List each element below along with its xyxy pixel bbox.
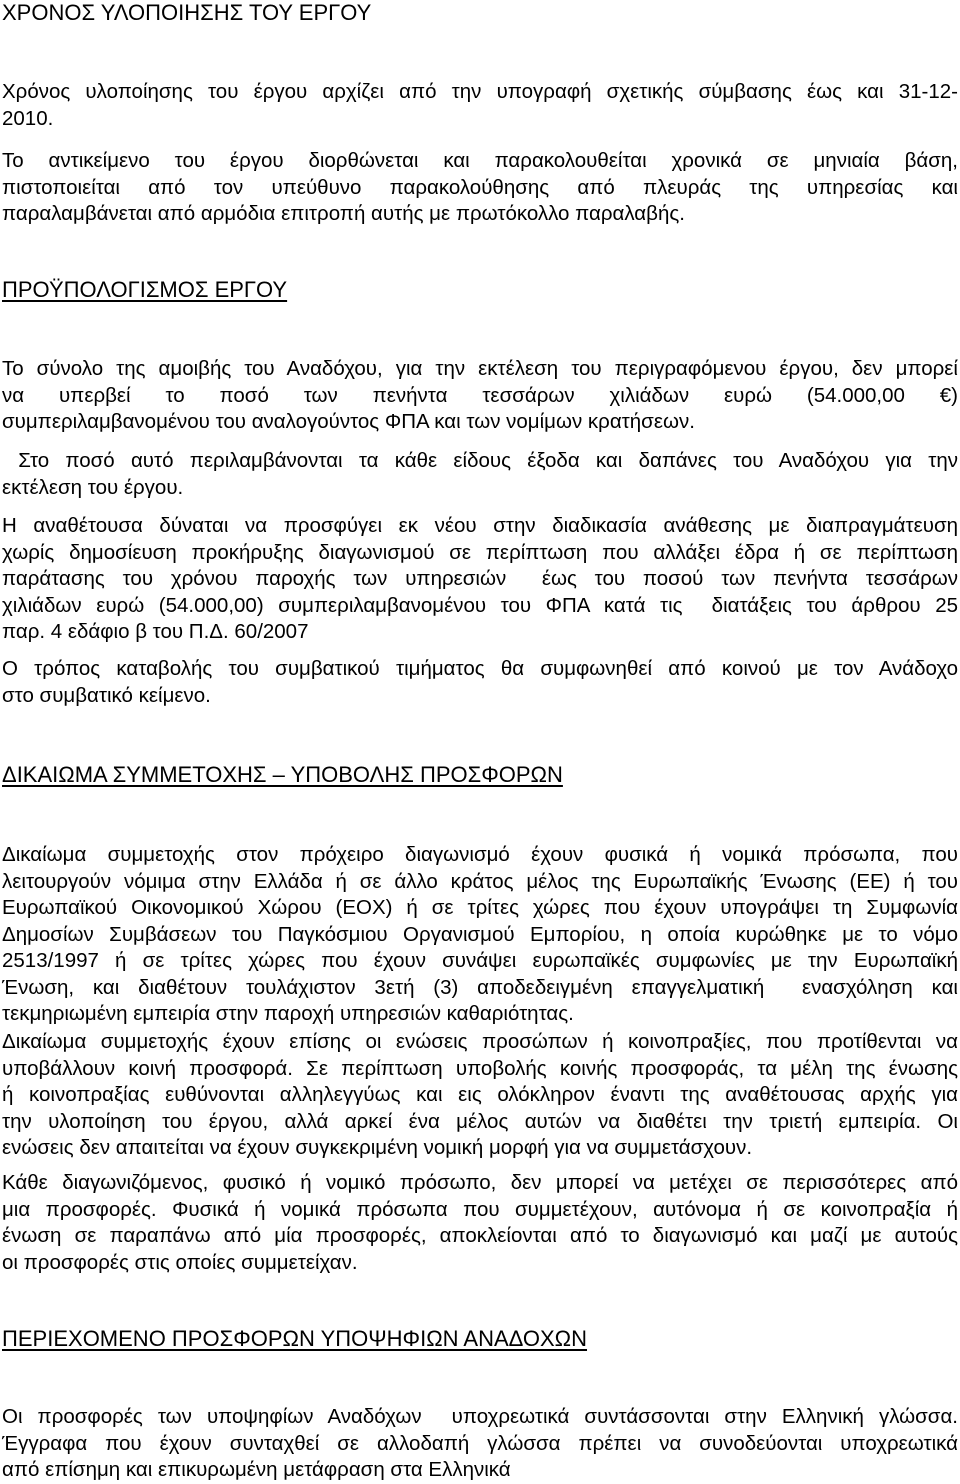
section-heading-time: ΧΡΟΝΟΣ ΥΛΟΠΟΙΗΣΗΣ ΤΟΥ ΕΡΓΟΥ xyxy=(2,0,372,25)
paragraph xyxy=(2,79,958,132)
paragraph xyxy=(2,1404,958,1484)
text-line: την υλοποίηση του έργου, αλλά αρκεί ένα μέλος αυτών να διαθέτει την τριετή εμπειρία. Οι xyxy=(2,1109,958,1133)
text-line: παράτασης του χρόνου παροχής των υπηρεσιών έως του ποσού των πενήντα τεσσάρων xyxy=(2,567,958,590)
paragraph xyxy=(2,842,958,1028)
text-line: παραλαμβάνεται από αρμόδια επιτροπή αυτής με πρωτόκολλο παραλαβής. xyxy=(2,202,685,225)
text-line: ένωση σε παραπάνω από μία προσφορές, αποκλείονται από το διαγωνισμό και μαζί με αυτούς xyxy=(2,1224,958,1247)
paragraph xyxy=(2,448,958,501)
text-line: χωρίς δημοσίευση προκήρυξης διαγωνισμού σε περίπτωση που αλλάξει έδρα ή σε περίπτωση xyxy=(2,540,958,564)
text-line: 2513/1997 ή σε τρίτες χώρες που έχουν συνάψει ευρωπαϊκές συμφωνίες με την Ευρωπαϊκή xyxy=(2,949,958,972)
text-line: Έγγραφα που έχουν συνταχθεί σε αλλοδαπή γλώσσα πρέπει να συνοδεύονται υποχρεωτικά xyxy=(2,1431,958,1455)
text-line: Η αναθέτουσα δύναται να προσφύγει εκ νέου στην διαδικασία ανάθεσης με διαπραγμάτευση xyxy=(2,514,958,537)
text-line: οι προσφορές στις οποίες συμμετείχαν. xyxy=(2,1250,358,1274)
paragraph xyxy=(2,356,958,436)
section-heading-participation: ΔΙΚΑΙΩΜΑ ΣΥΜΜΕΤΟΧΗΣ – ΥΠΟΒΟΛΗΣ ΠΡΟΣΦΟΡΩΝ xyxy=(2,762,563,787)
text-line: υποβάλλουν κοινή προσφορά. Σε περίπτωση υποβολής κοινής προσφοράς, τα μέλη της ένωσης xyxy=(2,1056,958,1080)
text-line: από επίσημη και επικυρωμένη μετάφραση στα Ελληνικά xyxy=(2,1458,511,1481)
text-line: Στο ποσό αυτό περιλαμβάνονται τα κάθε είδους έξοδα και δαπάνες του Αναδόχου για την xyxy=(2,449,958,472)
text-line: λειτουργούν νόμιμα στην Ελλάδα ή σε άλλο κράτος μέλος της Ευρωπαϊκής Ένωσης (ΕΕ) ή του xyxy=(2,869,958,893)
text-line: ή κοινοπραξίας ευθύνονται αλληλεγγύως και εις ολόκληρον έναντι της αναθέτουσας αρχής για xyxy=(2,1083,958,1106)
paragraph xyxy=(2,1170,958,1276)
text-line: Το σύνολο της αμοιβής του Αναδόχου, για την εκτέλεση του περιγραφόμενου έργου, δεν μπορεί xyxy=(2,357,958,380)
text-line: Χρόνος υλοποίησης του έργου αρχίζει από την υπογραφή σχετικής σύμβασης έως και 31-12- xyxy=(2,80,958,103)
text-line: τεκμηριωμένη εμπειρία στην παροχή υπηρεσιών καθαριότητας. xyxy=(2,1002,574,1025)
text-line: μια προσφορές. Φυσικά ή νομικά πρόσωπα που συμμετέχουν, αυτόνομα ή σε κοινοπραξία ή xyxy=(2,1197,958,1221)
text-line: Κάθε διαγωνιζόμενος, φυσικό ή νομικό πρόσωπο, δεν μπορεί να μετέχει σε περισσότερες από xyxy=(2,1171,958,1194)
text-line: Δικαίωμα συμμετοχής στον πρόχειρο διαγωνισμό έχουν φυσικά ή νομικά πρόσωπα, που xyxy=(2,843,958,866)
section-heading-budget: ΠΡΟΫΠΟΛΟΓΙΣΜΟΣ ΕΡΓΟΥ xyxy=(2,277,288,302)
paragraph xyxy=(2,148,958,228)
text-line: εκτέλεση του έργου. xyxy=(2,475,184,499)
text-line: Ένωση, και διαθέτουν τουλάχιστον 3ετή (3) αποδεδειγμένη επαγγελματική ενασχόληση και xyxy=(2,975,958,999)
text-line: Το αντικείμενο του έργου διορθώνεται και παρακολουθείται χρονικά σε μηνιαία βάση, xyxy=(2,149,958,172)
section-heading-offer-contents: ΠΕΡΙΕΧΟΜΕΝΟ ΠΡΟΣΦΟΡΩΝ ΥΠΟΨΗΦΙΩΝ ΑΝΑΔΟΧΩΝ xyxy=(2,1326,588,1351)
text-line: χιλιάδων ευρώ (54.000,00) συμπεριλαμβανομένου του ΦΠΑ κατά τις διατάξεις του άρθρου 25 xyxy=(2,593,958,617)
text-line: πιστοποιείται από τον υπεύθυνο παρακολούθησης από πλευράς της υπηρεσίας και xyxy=(2,175,958,199)
paragraph xyxy=(2,1029,958,1162)
text-line: παρ. 4 εδάφιο β του Π.Δ. 60/2007 xyxy=(2,620,309,643)
paragraph xyxy=(2,513,958,646)
paragraph xyxy=(2,656,958,709)
text-line: Οι προσφορές των υποψηφίων Αναδόχων υποχρεωτικά συντάσσονται στην Ελληνική γλώσσα. xyxy=(2,1405,958,1428)
text-line: Δημοσίων Συμβάσεων του Παγκόσμιου Οργανισμού Εμπορίου, η οποία κυρώθηκε με το νόμο xyxy=(2,922,958,946)
text-line: Ο τρόπος καταβολής του συμβατικού τιμήματος θα συμφωνηθεί από κοινού με τον Ανάδοχο xyxy=(2,657,958,680)
text-line: Δικαίωμα συμμετοχής έχουν επίσης οι ενώσεις προσώπων ή κοινοπραξίες, που προτίθενται να xyxy=(2,1030,958,1053)
text-line: ενώσεις δεν απαιτείται να έχουν συγκεκριμένη νομική μορφή για να συμμετάσχουν. xyxy=(2,1136,753,1159)
text-line: στο συμβατικό κείμενο. xyxy=(2,683,211,707)
text-line: 2010. xyxy=(2,106,54,130)
text-line: συμπεριλαμβανομένου του αναλογούντος ΦΠΑ και των νομίμων κρατήσεων. xyxy=(2,410,695,433)
text-line: να υπερβεί το ποσό των πενήντα τεσσάρων χιλιάδων ευρώ (54.000,00 €) xyxy=(2,383,958,407)
text-line: Ευρωπαϊκού Οικονομικού Χώρου (ΕΟΧ) ή σε τρίτες χώρες που έχουν υπογράψει τη Συμφωνία xyxy=(2,896,958,919)
